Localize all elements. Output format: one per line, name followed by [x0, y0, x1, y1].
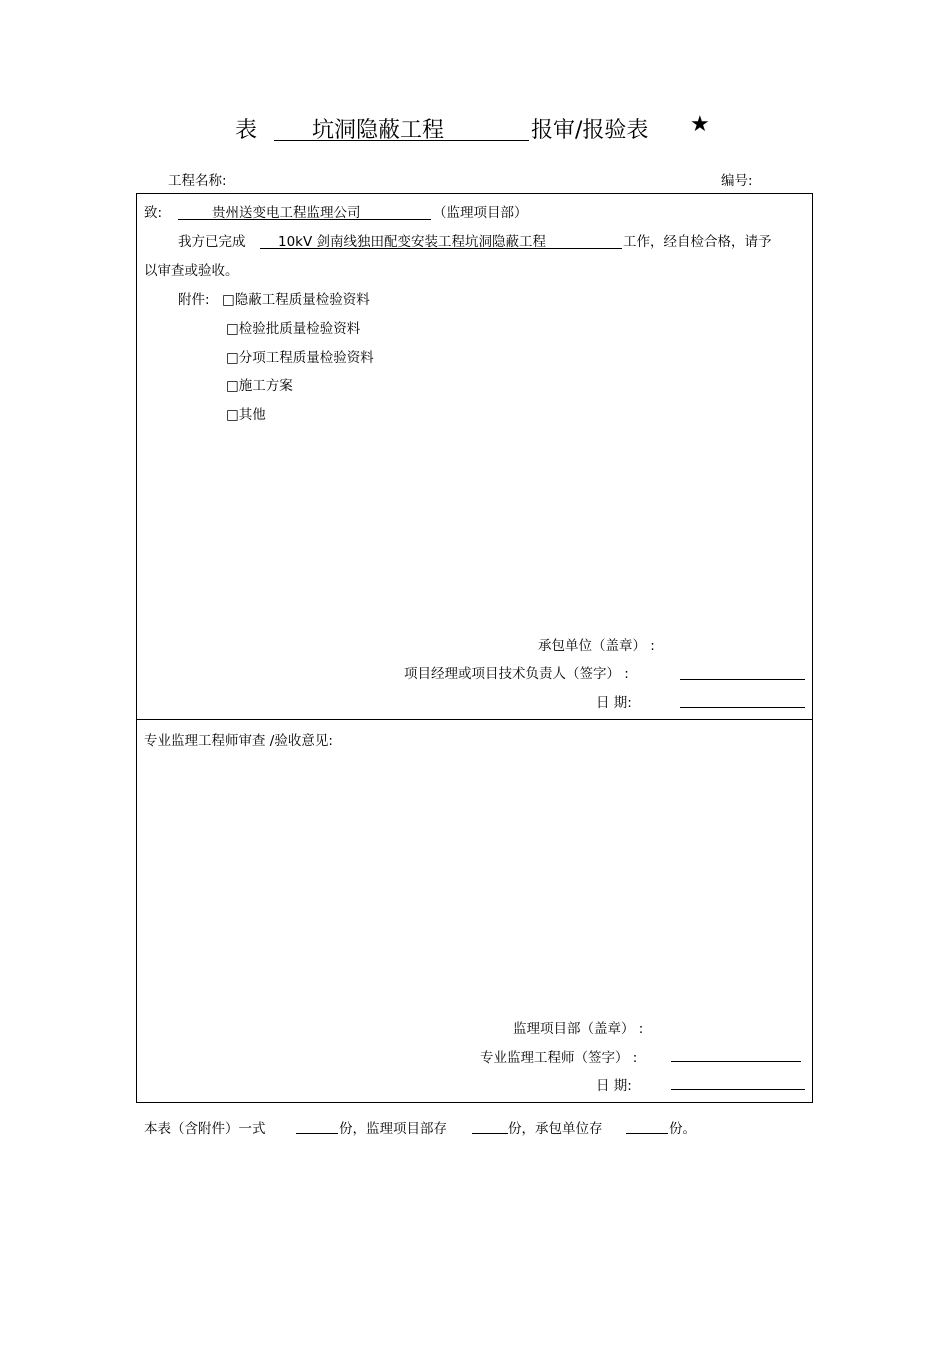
date-line-1[interactable]	[680, 707, 805, 708]
completed-suffix: 工作，经自检合格，请予	[623, 234, 772, 250]
footer-contractor-text: 份，承包单位存	[508, 1121, 603, 1137]
engineer-opinion-label: 专业监理工程师审查 /验收意见:	[144, 733, 333, 749]
project-name-label: 工程名称:	[168, 173, 227, 189]
engineer-sign-line[interactable]	[671, 1061, 801, 1062]
date-line-2[interactable]	[671, 1089, 805, 1090]
completed-line2: 以审查或验收。	[144, 263, 239, 279]
title-underline	[274, 140, 529, 141]
completed-work-value: 10kV 剑南线独田配变安装工程坑洞隐蔽工程	[278, 234, 547, 250]
completed-work-underline	[260, 248, 622, 249]
section-divider	[136, 719, 813, 720]
number-label: 编号:	[721, 173, 753, 189]
attachments-label: 附件:	[178, 292, 210, 308]
star-icon: ★	[690, 112, 710, 137]
attachment-checkbox-item[interactable]: □施工方案	[226, 378, 293, 394]
title-prefix: 表	[235, 118, 258, 143]
manager-sign-line[interactable]	[680, 679, 805, 680]
copies-total-line[interactable]	[296, 1133, 338, 1134]
copies-supervision-line[interactable]	[472, 1133, 508, 1134]
attachment-checkbox-item[interactable]: □其他	[226, 407, 266, 423]
title-form-name: 坑洞隐蔽工程	[312, 118, 445, 143]
date-label-1: 日 期:	[596, 695, 632, 711]
copies-contractor-line[interactable]	[626, 1133, 668, 1134]
recipient-underline	[178, 219, 431, 220]
recipient-suffix: （监理项目部）	[433, 205, 528, 221]
engineer-sign-label: 专业监理工程师（签字） :	[480, 1050, 638, 1066]
title-suffix: 报审/报验表	[531, 118, 649, 143]
contractor-seal-label: 承包单位（盖章） :	[538, 638, 655, 654]
attachment-checkbox-item[interactable]: □检验批质量检验资料	[226, 321, 361, 337]
footer-supervision-text: 份，监理项目部存	[339, 1121, 447, 1137]
attachment-checkbox-item[interactable]: □隐蔽工程质量检验资料	[222, 292, 370, 308]
date-label-2: 日 期:	[596, 1078, 632, 1094]
attachment-checkbox-item[interactable]: □分项工程质量检验资料	[226, 350, 374, 366]
footer-end-text: 份。	[669, 1121, 696, 1137]
manager-sign-label: 项目经理或项目技术负责人（签字） :	[404, 666, 629, 682]
recipient-value: 贵州送变电工程监理公司	[212, 205, 361, 221]
to-label: 致:	[144, 205, 163, 221]
footer-copies-text: 本表（含附件）一式	[144, 1121, 266, 1137]
completed-prefix: 我方已完成	[178, 234, 246, 250]
supervision-seal-label: 监理项目部（盖章） :	[513, 1021, 644, 1037]
